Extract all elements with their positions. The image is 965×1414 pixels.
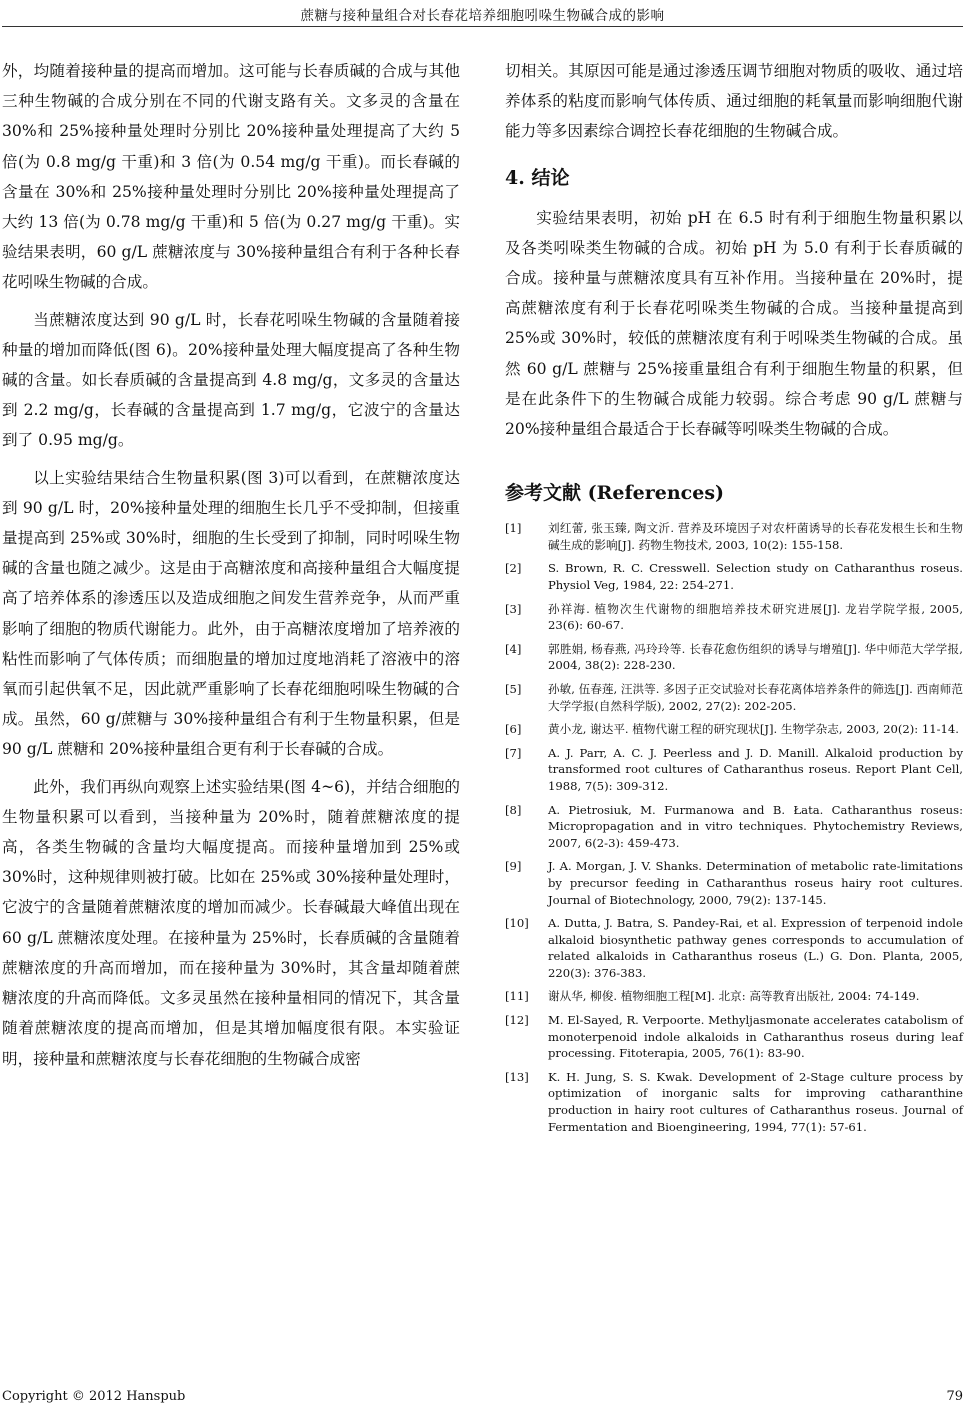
reference-number: [11] [505, 989, 529, 1004]
body-paragraph: 切相关。其原因可能是通过渗透压调节细胞对物质的吸收、通过培养体系的粘度而影响气体传质、通过细胞的耗氧量而影响细胞代谢能力等多因素综合调控长春花细胞的生物碱合成。 [505, 62, 963, 141]
reference-item [505, 915, 963, 981]
reference-text: M. El-Sayed, R. Verpoorte. Methyljasmonate accelerates catabolism of monoterpenoid indole alkaloids in Catharanthus roseus during leaf processing. Fitoterapia, 2005, 76(1): 83-90. [548, 1013, 963, 1061]
reference-text: 刘红蕾, 张玉臻, 陶文沂. 营养及环境因子对农杆菌诱导的长春花发根生长和生物碱生成的影响[J]. 药物生物技术, 2003, 10(2): 155-158. [548, 521, 963, 552]
body-paragraph: 以上实验结果结合生物量积累(图 3)可以看到，在蔗糖浓度达到 90 g/L 时，20%接种量处理的细胞生长几乎不受抑制，但接重量提高到 25%或 30%时，细胞的生长受到了抑制，同时吲哚生物碱的含量也随之减少。这是由于高糖浓度和高接种量组合大幅度提高了培养体系的渗透压以及造成细胞之间发生营养竞争，从而严重影响了细胞的物质代谢能力。此外，由于高糖浓度增加了培养液的粘性而影响了气体传质；而细胞量的增加过度地消耗了溶液中的溶氧而引起供氧不足，因此就严重影响了长春花细胞吲哚生物碱的合成。虽然，60 g/蔗糖与 30%接种量组合有利于生物量积累，但是 90 g/L 蔗糖和 20%接种量组合更有利于长春碱的合成。 [2, 468, 460, 759]
reference-item [505, 560, 963, 593]
reference-list [505, 520, 963, 1135]
conclusion-paragraph: 实验结果表明，初始 pH 在 6.5 时有利于细胞生物量积累以及各类吲哚类生物碱的合成。初始 pH 为 5.0 有利于长春质碱的合成。接种量与蔗糖浓度具有互补作用。当接种量在 20%时，提高蔗糖浓度有利于长春花吲哚类生物碱的合成。当接种量提高到 25%或 30%时，较低的蔗糖浓度有利于吲哚类生物碱的合成。虽然 60 g/L 蔗糖与 25%接重量组合有利于细胞生物量的积累，但是在此条件下的生物碱合成能力较弱。综合考虑 90 g/L 蔗糖与 20%接种量组合最适合于长春碱等吲哚类生物碱的合成。 [505, 208, 963, 439]
reference-item [505, 802, 963, 852]
reference-item [505, 1012, 963, 1062]
reference-text: 孙祥海. 植物次生代谢物的细胞培养技术研究进展[J]. 龙岩学院学报, 2005, 23(6): 60-67. [548, 601, 963, 633]
reference-number: [3] [505, 601, 522, 616]
reference-item [505, 988, 963, 1005]
reference-text: 孙敏, 伍春莲, 汪洪等. 多因子正交试验对长春花离体培养条件的筛选[J]. 西南师范大学学报(自然科学版), 2002, 27(2): 202-205. [548, 681, 963, 713]
reference-number: [5] [505, 681, 522, 696]
body-paragraph: 外，均随着接种量的提高而增加。这可能与长春质碱的合成与其他三种生物碱的合成分别在不同的代谢支路有关。文多灵的含量在 30%和 25%接种量处理时分别比 20%接种量处理提高了大约 5 倍(为 0.8 mg/g 干重)和 3 倍(为 0.54 mg/g 干重)。而长春碱的含量在 30%和 25%接种量处理时分别比 20%接种量处理提高了大约 13 倍(为 0.78 mg/g 干重)和 5 倍(为 0.27 mg/g 干重)。实验结果表明，60 g/L 蔗糖浓度与 30%接种量组合有利于各种长春花吲哚生物碱的合成。 [2, 62, 460, 292]
page-number: 79 [946, 1389, 963, 1404]
reference-item [505, 520, 963, 553]
reference-text: K. H. Jung, S. S. Kwak. Development of 2-Stage culture process by optimization of inorganic salts for improving catharanthine production in hairy root cultures of Catharanthus roseus. Journal of Fermentation and Bioengineering, 1994, 77(1): 57-61. [548, 1069, 963, 1134]
reference-number: [1] [505, 521, 522, 536]
reference-number: [12] [505, 1013, 529, 1028]
reference-number: [13] [505, 1069, 529, 1084]
running-header: 蔗糖与接种量组合对长春花培养细胞吲哚生物碱合成的影响 [300, 8, 665, 24]
reference-number: [6] [505, 722, 522, 737]
reference-text: 谢从华, 柳俊. 植物细胞工程[M]. 北京: 高等教育出版社, 2004: 74-149. [548, 989, 920, 1004]
reference-number: [10] [505, 916, 529, 931]
reference-item [505, 858, 963, 908]
reference-text: 黄小龙, 谢达平. 植物代谢工程的研究现状[J]. 生物学杂志, 2003, 20(2): 11-14. [548, 722, 959, 737]
reference-number: [2] [505, 561, 522, 576]
reference-item [505, 601, 963, 634]
conclusion-heading: 4. 结论 [505, 166, 570, 189]
right-column [505, 56, 963, 1142]
reference-text: A. J. Parr, A. C. J. Peerless and J. D. Manill. Alkaloid production by transformed root cultures of Catharanthus roseus. Report Plant Cell, 1988, 7(5): 309-312. [548, 745, 963, 793]
reference-item [505, 1069, 963, 1135]
reference-text: A. Pietrosiuk, M. Furmanowa and B. Łata. Catharanthus roseus: Micropropagation and in vitro techniques. Phytochemistry Reviews, 2007, 6(2-3): 459-473. [548, 802, 963, 850]
reference-item [505, 745, 963, 795]
reference-number: [8] [505, 802, 522, 817]
reference-text: 郭胜娟, 杨春燕, 冯玲玲等. 长春花愈伤组织的诱导与增殖[J]. 华中师范大学学报, 2004, 38(2): 228-230. [548, 641, 963, 673]
reference-text: A. Dutta, J. Batra, S. Pandey-Rai, et al. Expression of terpenoid indole alkaloid biosynthetic pathway genes corresponds to accumulation of related alkaloids in Catharanthus roseus (L.) G. Don. Planta, 2005, 220(3): 376-383. [548, 916, 963, 980]
reference-number: [7] [505, 745, 522, 760]
reference-number: [4] [505, 641, 522, 656]
references-heading: 参考文献 (References) [505, 482, 725, 505]
reference-item [505, 641, 963, 674]
body-paragraph: 此外，我们再纵向观察上述实验结果(图 4~6)，并结合细胞的生物量积累可以看到，当接种量为 20%时，随着蔗糖浓度的提高，各类生物碱的含量均大幅度提高。而接种量增加到 25%或 30%时，这种规律则被打破。比如在 25%或 30%接种量处理时，它波宁的含量随着蔗糖浓度的增加而减少。长春碱最大峰值出现在 60 g/L 蔗糖浓度处理。在接种量为 25%时，长春质碱的含量随着蔗糖浓度的升高而增加，而在接种量为 30%时，其含量却随着蔗糖浓度的升高而降低。文多灵虽然在接种量相同的情况下，其含量随着蔗糖浓度的提高而增加，但是其增加幅度很有限。本实验证明，接种量和蔗糖浓度与长春花细胞的生物碱合成密 [2, 777, 460, 1068]
reference-number: [9] [505, 859, 522, 874]
left-column [2, 56, 460, 1074]
copyright-notice: Copyright © 2012 Hanspub [2, 1389, 186, 1404]
body-paragraph: 当蔗糖浓度达到 90 g/L 时，长春花吲哚生物碱的含量随着接种量的增加而降低(图 6)。20%接种量处理大幅度提高了各种生物碱的含量。如长春质碱的含量提高到 4.8 mg/g，文多灵的含量达到 2.2 mg/g，长春碱的含量提高到 1.7 mg/g，它波宁的含量达到了 0.95 mg/g。 [2, 310, 460, 450]
reference-item [505, 681, 963, 714]
reference-item [505, 721, 963, 738]
reference-text: J. A. Morgan, J. V. Shanks. Determination of metabolic rate-limitations by precursor feeding in Catharanthus roseus hairy root cultures. Journal of Biotechnology, 2000, 79(2): 137-145. [548, 859, 963, 907]
reference-text: S. Brown, R. C. Cresswell. Selection study on Catharanthus roseus. Physiol Veg, 1984, 22: 254-271. [548, 561, 963, 593]
header-rule [2, 26, 963, 27]
